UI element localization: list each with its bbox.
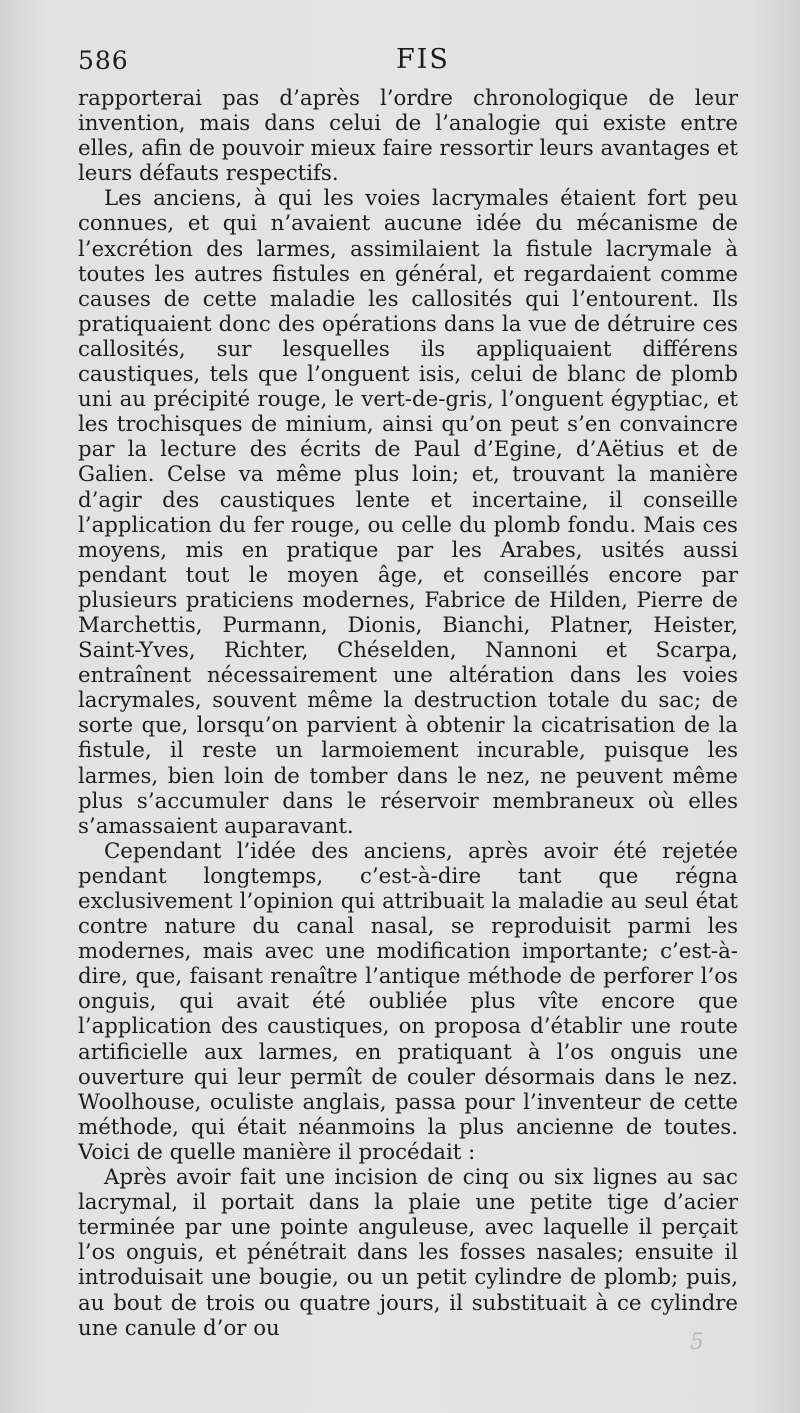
body-text bbox=[78, 86, 738, 1341]
paragraph: Cependant l’idée des anciens, après avoir été rejetée pendant longtemps, c’est-à-dire tant que régna exclusivement l’opinion qui attribuait la maladie au seul état contre nature du canal nasal, se reproduisit parmi les modernes, mais avec une modification importante; c’est-à-dire, que, faisant renaître l’antique méthode de perforer l’os onguis, qui avait été oubliée plus vîte encore que l’application des caustiques, on proposa d’établir une route artificielle aux larmes, en pratiquant à l’os onguis une ouverture qui leur permît de couler désormais dans le nez. Woolhouse, oculiste anglais, passa pour l’inventeur de cette méthode, qui était néanmoins la plus ancienne de toutes. Voici de quelle manière il procédait : bbox=[78, 838, 738, 1165]
running-head: FIS bbox=[396, 44, 450, 75]
page-number: 586 bbox=[78, 46, 129, 75]
paragraph: Les anciens, à qui les voies lacrymales étaient fort peu connues, et qui n’avaient aucune idée du mécanisme de l’excrétion des larmes, assimilaient la fistule lacrymale à toutes les autres fistules en général, et regardaient comme causes de cette maladie les callosités qui l’entourent. Ils pratiquaient donc des opérations dans la vue de détruire ces callosités, sur lesquelles ils appliquaient différens caustiques, tels que l’onguent isis, celui de blanc de plomb uni au précipité rouge, le vert-de-gris, l’onguent égyptiac, et les trochisques de minium, ainsi qu’on peut s’en convaincre par la lecture des écrits de Paul d’Egine, d’Aëtius et de Galien. Celse va même plus loin; et, trouvant la manière d’agir des caustiques lente et incertaine, il conseille l’application du fer rouge, ou celle du plomb fondu. Mais ces moyens, mis en pratique par les Arabes, usités aussi pendant tout le moyen âge, et conseillés encore par plusieurs praticiens modernes, Fabrice de Hilden, Pierre de Marchettis, Purmann, Dionis, Bianchi, Platner, Heister, Saint-Yves, Richter, Chéselden, Nannoni et Scarpa, entraînent nécessairement une altération dans les voies lacrymales, souvent même la destruction totale du sac; de sorte que, lorsqu’on parvient à obtenir la cicatrisation de la fistule, il reste un larmoiement incurable, puisque les larmes, bien loin de tomber dans le nez, ne peuvent même plus s’accumuler dans le réservoir membraneux où elles s’amassaient auparavant. bbox=[78, 186, 738, 839]
page-header bbox=[78, 40, 748, 80]
margin-mark: 5 bbox=[690, 1330, 704, 1355]
paragraph-continued: rapporterai pas d’après l’ordre chronologique de leur invention, mais dans celui de l’analogie qui existe entre elles, afin de pouvoir mieux faire ressortir leurs avantages et leurs défauts respectifs. bbox=[78, 86, 738, 187]
paragraph: Après avoir fait une incision de cinq ou six lignes au sac lacrymal, il portait dans la plaie une petite tige d’acier terminée par une pointe anguleuse, avec laquelle il perçait l’os onguis, et pénétrait dans les fosses nasales; ensuite il introduisait une bougie, ou un petit cylindre de plomb; puis, au bout de trois ou quatre jours, il substituait à ce cylindre une canule d’or ou bbox=[78, 1165, 738, 1341]
